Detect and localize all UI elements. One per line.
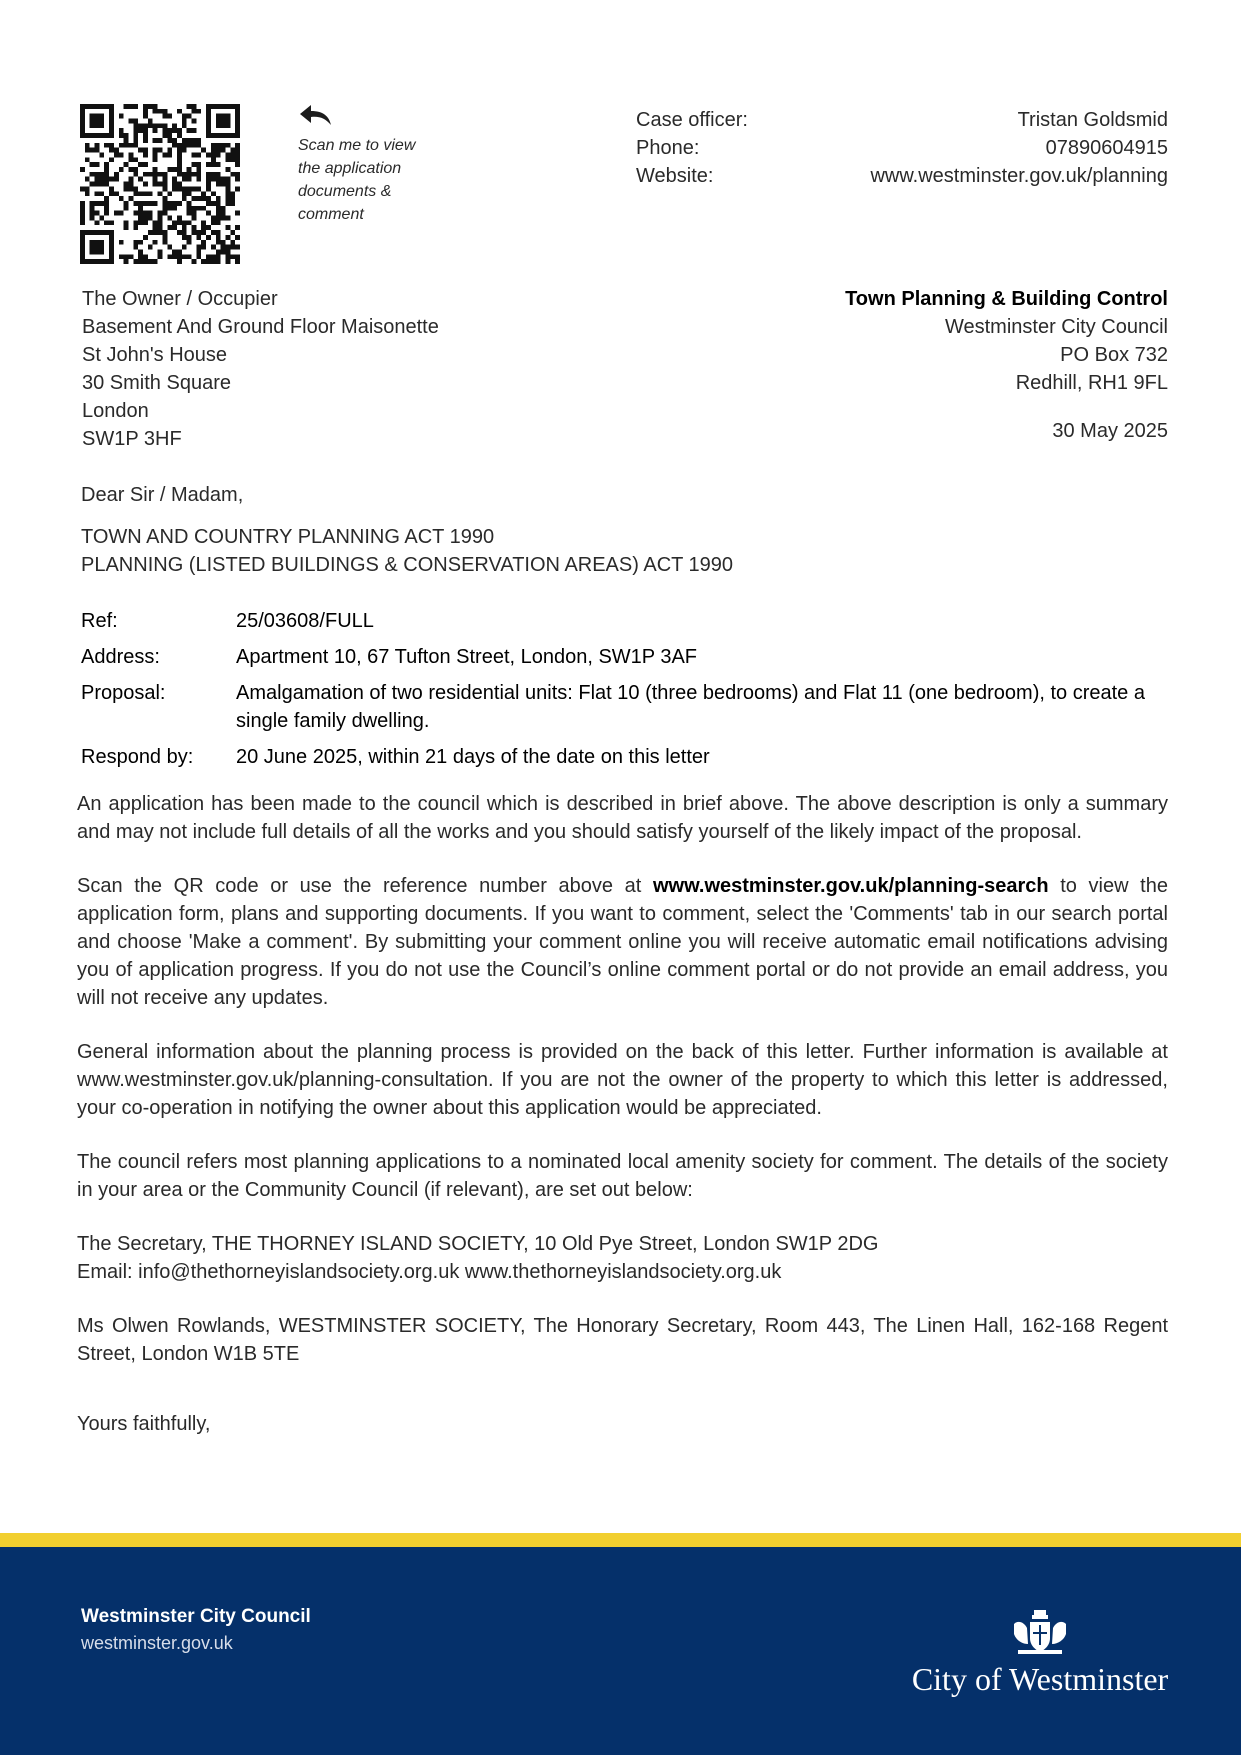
address-line: London: [82, 400, 149, 422]
planning-search-link[interactable]: www.westminster.gov.uk/planning-search: [652, 875, 1049, 897]
footer-stripe: [0, 1533, 1241, 1547]
contact-label: Case officer:: [636, 109, 748, 131]
amenity-society-thorney: [77, 1230, 1168, 1286]
salutation: Dear Sir / Madam,: [81, 484, 244, 506]
footer-council-name: Westminster City Council: [81, 1606, 311, 1627]
address-line: The Owner / Occupier: [82, 288, 278, 310]
coat-of-arms-icon: [1008, 1608, 1072, 1656]
acts-heading: [81, 523, 981, 579]
letter-date: 30 May 2025: [1052, 420, 1168, 442]
contact-block: [636, 106, 1168, 190]
website-link[interactable]: www.westminster.gov.uk/planning: [870, 165, 1168, 187]
act-line: PLANNING (LISTED BUILDINGS & CONSERVATION AREAS) ACT 1990: [81, 554, 734, 576]
amenity-society-westminster: Ms Olwen Rowlands, WESTMINSTER SOCIETY, The Honorary Secretary, Room 443, The Linen Hall, 162-168 Regent Street, London W1B 5TE: [77, 1315, 1168, 1365]
body-paragraph: An application has been made to the council which is described in brief above. The above description is only a summary and may not include full details of all the works and you should satisfy yourself of the likely impact of the proposal.: [77, 793, 1168, 843]
qr-code-icon: [80, 104, 240, 264]
qr-caption-line: Scan me to view: [298, 137, 416, 154]
body-text-span: Scan the QR code or use the reference number above at: [77, 875, 653, 897]
sender-department: Town Planning & Building Control: [845, 288, 1168, 310]
qr-caption-line: the application: [298, 160, 402, 177]
detail-label: Proposal:: [81, 682, 166, 704]
contact-row-phone: [636, 134, 1168, 162]
detail-label: Ref:: [81, 610, 118, 632]
detail-label: Address:: [81, 646, 160, 668]
contact-row-case-officer: [636, 106, 1168, 134]
qr-code[interactable]: [80, 104, 240, 264]
address-line: Basement And Ground Floor Maisonette: [82, 316, 439, 338]
body-paragraph: The council refers most planning applications to a nominated local amenity society for comment. The details of the society in your area or the Community Council (if relevant), are set out below:: [77, 1151, 1168, 1201]
detail-row-proposal: [81, 679, 1171, 735]
qr-caption-line: comment: [298, 206, 364, 223]
sender-line: Westminster City Council: [944, 316, 1168, 338]
detail-value: Apartment 10, 67 Tufton Street, London, SW1P 3AF: [236, 646, 698, 668]
footer-url[interactable]: westminster.gov.uk: [81, 1633, 233, 1653]
detail-value: 25/03608/FULL: [236, 610, 374, 632]
detail-label: Respond by:: [81, 746, 194, 768]
detail-value: Amalgamation of two residential units: Flat 10 (three bedrooms) and Flat 11 (one bedroom), to create a single family dwelling.: [236, 682, 1145, 732]
application-details: [81, 607, 1171, 779]
sender-address: [700, 285, 1168, 445]
society-line: Email: info@thethorneyislandsociety.org.uk www.thethorneyislandsociety.org.uk: [77, 1261, 782, 1283]
letter-body: [77, 790, 1168, 1464]
contact-label: Phone:: [636, 137, 700, 159]
case-officer-name: Tristan Goldsmid: [1017, 109, 1168, 131]
detail-value: 20 June 2025, within 21 days of the date on this letter: [236, 746, 710, 768]
qr-caption-line: documents &: [298, 183, 392, 200]
detail-row-address: [81, 643, 1171, 671]
address-line: 30 Smith Square: [82, 372, 231, 394]
address-line: SW1P 3HF: [82, 428, 182, 450]
phone-number: 07890604915: [1045, 137, 1168, 159]
sender-line: PO Box 732: [1060, 344, 1168, 366]
address-line: St John's House: [82, 344, 228, 366]
contact-row-website: [636, 162, 1168, 190]
society-line: The Secretary, THE THORNEY ISLAND SOCIETY, 10 Old Pye Street, London SW1P 2DG: [77, 1233, 879, 1255]
city-of-westminster-logo: City of Westminster: [911, 1661, 1169, 1697]
detail-row-ref: [81, 607, 1171, 635]
recipient-address: [82, 285, 602, 453]
closing: Yours faithfully,: [77, 1413, 211, 1435]
reply-arrow-icon: [299, 104, 333, 126]
body-text-span: to view the application form, plans and supporting documents. If you want to comment, select the 'Comments' tab in our search portal and choose 'Make a comment'. By submitting your comment online you will receive automatic email notifications advising you of application progress. If you do not use the Council’s online comment portal or do not provide an email address, you will not receive any updates.: [77, 875, 1168, 1009]
detail-row-respond-by: [81, 743, 1171, 771]
qr-caption: [298, 134, 458, 226]
sender-line: Redhill, RH1 9FL: [1015, 372, 1168, 394]
body-paragraph: General information about the planning process is provided on the back of this letter. Further information is available at www.westminster.gov.uk/planning-consultation. If you are not the owner of the property to which this letter is addressed, your co-operation in notifying the owner about this application would be appreciated.: [77, 1041, 1168, 1119]
body-paragraph: [77, 872, 1168, 1012]
contact-label: Website:: [636, 165, 714, 187]
act-line: TOWN AND COUNTRY PLANNING ACT 1990: [81, 526, 495, 548]
